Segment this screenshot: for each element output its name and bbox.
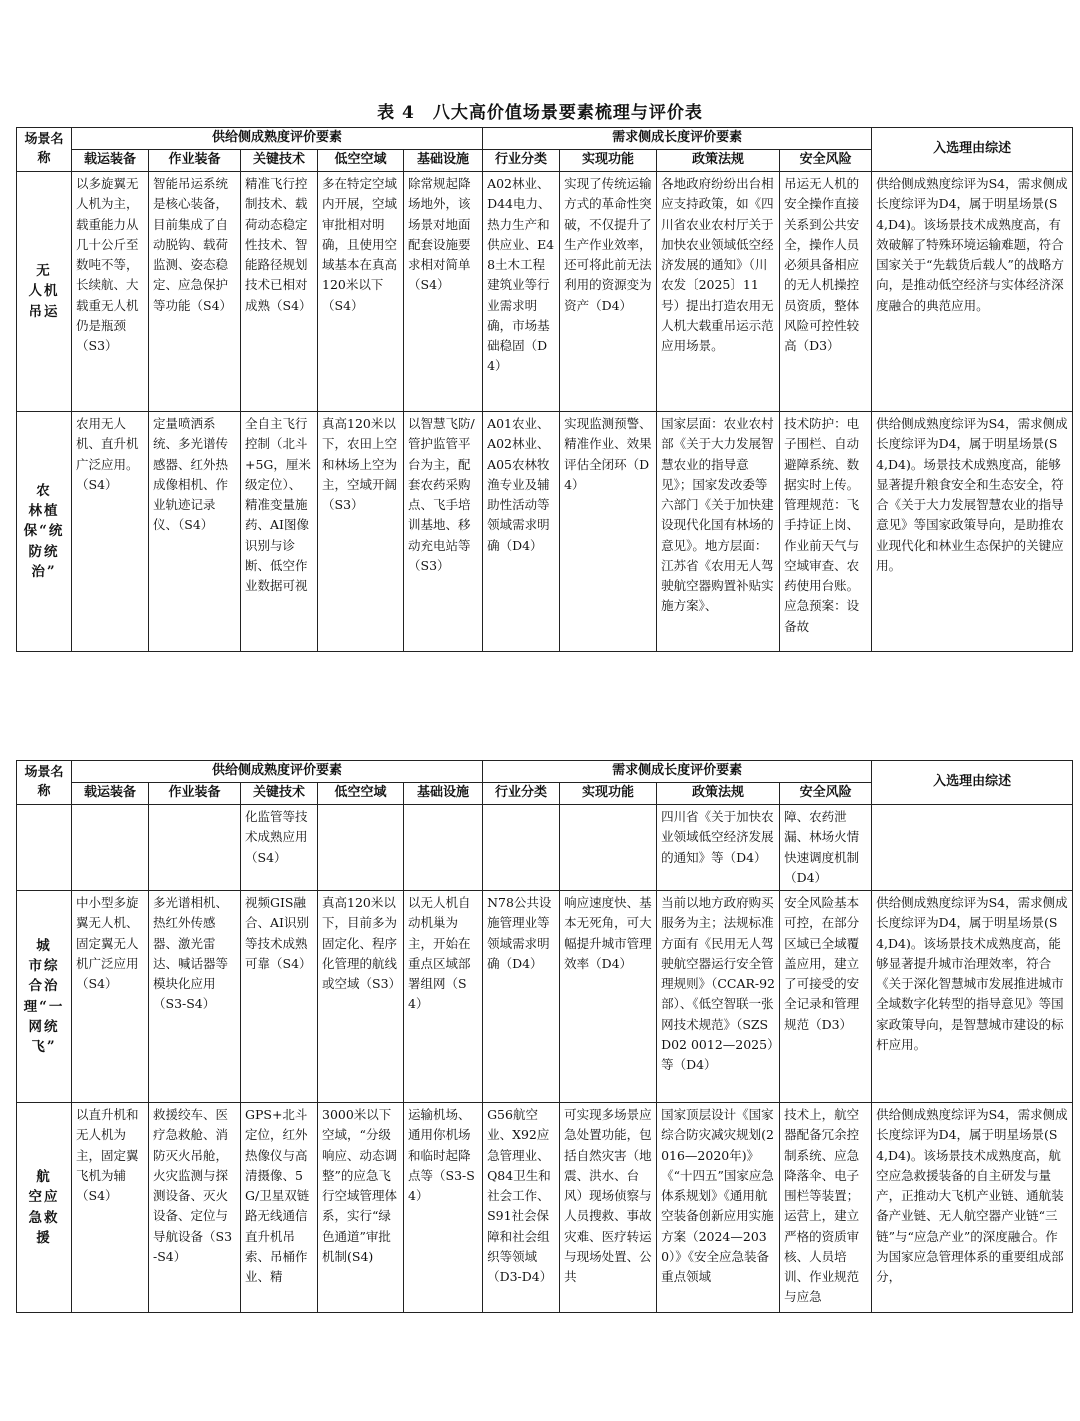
header-col: 作业装备 xyxy=(149,150,241,172)
cell-text: 供给侧成熟度综评为S4，需求侧成长度综评为D4，属于明星场景(S4,D4)。场景技术成熟度高，能够显著提升粮食安全和生态安全，符合《关于大力发展智慧农业的指导意见》等国家政策导向，是助推农业现代化和林业生态保护的关键应用。 xyxy=(876,416,1068,573)
scene-table-part1 xyxy=(16,127,1073,652)
cell-text: 真高120米以下，目前多为固定化、程序化管理的航线或空域（S3） xyxy=(322,895,402,991)
table-cell xyxy=(318,1103,404,1313)
table-cell xyxy=(657,172,780,412)
table-cell xyxy=(780,1103,872,1313)
table-cell xyxy=(404,172,483,412)
cell-text: 运输机场、通用你机场和临时起降点等（S3-S4） xyxy=(408,1107,475,1203)
table-cell xyxy=(560,412,657,652)
cell-text: 供给侧成熟度综评为S4，需求侧成长度综评为D4，属于明星场景(S4,D4)。该场景技术成熟度高，航空应急救援装备的自主研发与量产，正推动大飞机产业链、通航装备产业链、无人航空器产业链“三链”与“应急产业”的深度融合。作为国家应急管理体系的重要组成部分， xyxy=(876,1107,1068,1284)
cell-text: 国家层面：农业农村部《关于大力发展智慧农业的指导意见》；国家发改委等六部门《关于加快建设现代化国有林场的意见》。地方层面：江苏省《农用无人驾驶航空器购置补贴实施方案》、 xyxy=(661,416,774,614)
cell-text: 全自主飞行控制（北斗+5G，厘米级定位）、精准变量施药、AI图像识别与诊断、低空作业数据可视 xyxy=(245,416,311,593)
table-cell xyxy=(483,805,560,891)
header-demand-group: 需求侧成长度评价要素 xyxy=(483,128,872,150)
cell-text: 安全风险基本可控，在部分区域已全域覆盖应用，建立了可接受的安全记录和管理规范（D3） xyxy=(784,895,860,1032)
table-cell xyxy=(657,891,780,1103)
table-cell xyxy=(241,172,318,412)
header-col: 低空空域 xyxy=(318,783,404,805)
table-row xyxy=(17,805,1073,891)
cell-text: 技术防护：电子围栏、自动避障系统、数据实时上传。管理规范：飞手持证上岗、作业前天气与空域审查、农药使用台账。应急预案：设备故 xyxy=(784,416,860,634)
header-col: 行业分类 xyxy=(483,150,560,172)
cell-text: GPS+北斗定位，红外热像仪与高清摄像、5G/卫星双链路无线通信直升机吊索、吊桶作业、精 xyxy=(245,1107,310,1284)
table-cell xyxy=(241,1103,318,1313)
cell-text: A02林业、D44电力、热力生产和供应业、E48土木工程建筑业等行业需求明确，市场基础稳固（D4） xyxy=(487,176,555,374)
table-cell xyxy=(149,1103,241,1313)
header-col: 基础设施 xyxy=(404,783,483,805)
header-col: 基础设施 xyxy=(404,150,483,172)
cell-text: 真高120米以下，农田上空和林场上空为主，空域开阔（S3） xyxy=(322,416,398,512)
cell-text: 智能吊运系统是核心装备，目前集成了自动脱钩、载荷监测、姿态稳定、应急保护等功能（S4） xyxy=(153,176,233,313)
cell-text: N78公共设施管理业等领域需求明确（D4） xyxy=(487,895,552,971)
cell-text: 3000米以下空域，“分级响应、动态调整”的应急飞行空域管理体系，实行“绿色通道”审批机制(S4) xyxy=(322,1107,398,1264)
table-row xyxy=(17,1103,1073,1313)
table-cell xyxy=(560,891,657,1103)
table-cell xyxy=(241,891,318,1103)
table-row xyxy=(17,891,1073,1103)
cell-text: 技术上，航空器配备冗余控制系统、应急降落伞、电子围栏等装置；运营上，建立严格的资质审核、人员培训、作业规范与应急 xyxy=(784,1107,860,1305)
header-scene-name: 场景名称 xyxy=(17,761,72,805)
table-cell xyxy=(241,412,318,652)
table-cell xyxy=(149,891,241,1103)
cell-text: 除常规起降场地外，该场景对地面配套设施要求相对简单（S4） xyxy=(408,176,471,293)
cell-text: 供给侧成熟度综评为S4，需求侧成长度综评为D4，属于明星场景(S4,D4)。该场景技术成熟度高，能够显著提升城市治理效率，符合《关于深化智慧城市发展推进城市全域数字化转型的指导意见》等国家政策导向，是智慧城市建设的标杆应用。 xyxy=(876,895,1068,1052)
scene-name-cell: 农 林植保“统防统治” xyxy=(17,412,72,652)
cell-text: 当前以地方政府购买服务为主；法规标准方面有《民用无人驾驶航空器运行安全管理规则》（CCAR-92部）、《低空智联一张网技术规范》（SZSD02 0012—2025）等（D4） xyxy=(661,895,776,1072)
cell-text: 国家顶层设计《国家综合防灾减灾规划(2016—2020年)》《“十四五”国家应急体系规划》《通用航空装备创新应用实施方案（2024—2030）》《安全应急装备重点领域 xyxy=(661,1107,774,1284)
header-col: 行业分类 xyxy=(483,783,560,805)
header-col: 载运装备 xyxy=(72,150,149,172)
table-cell xyxy=(72,891,149,1103)
table-cell xyxy=(483,1103,560,1313)
cell-text: 实现了传统运输方式的革命性突破，不仅提升了生产作业效率，还可将此前无法利用的资源变为资产（D4） xyxy=(564,176,652,313)
table-cell xyxy=(241,805,318,891)
table-cell xyxy=(657,412,780,652)
cell-text: G56航空业、X92应急管理业、Q84卫生和社会工作、S91社会保障和社会组织等领域（D3-D4） xyxy=(487,1107,553,1284)
table-cell xyxy=(872,805,1073,891)
header-scene-name: 场景名称 xyxy=(17,128,72,172)
table-row xyxy=(17,412,1073,652)
cell-text: 障、农药泄漏、林场火情快速调度机制（D4） xyxy=(784,809,860,885)
table-cell xyxy=(72,412,149,652)
table-cell xyxy=(404,412,483,652)
cell-text: 各地政府纷纷出台相应支持政策，如《四川省农业农村厅关于加快农业领域低空经济发展的通知》（川农发〔2025〕11号）提出打造农用无人机大载重吊运示范应用场景。 xyxy=(661,176,774,353)
cell-text: 多光谱相机、热红外传感器、激光雷达、喊话器等模块化应用（S3-S4） xyxy=(153,895,229,1012)
scene-name-cell: 城 市综合治理“一网统飞” xyxy=(17,891,72,1103)
table-cell xyxy=(149,172,241,412)
scene-name-cell xyxy=(17,805,72,891)
table-cell xyxy=(72,805,149,891)
cell-text: 供给侧成熟度综评为S4，需求侧成长度综评为D4，属于明星场景(S4,D4)。该场景技术成熟度高，有效破解了特殊环境运输难题，符合国家关于“先载货后载人”的战略方向，是推动低空经济与实体经济深度融合的典范应用。 xyxy=(876,176,1068,313)
table-cell xyxy=(872,172,1073,412)
cell-text: 定量喷洒系统、多光谱传感器、红外热成像相机、作业轨迹记录仪、（S4） xyxy=(153,416,229,533)
scene-table-part2 xyxy=(16,760,1073,1313)
cell-text: 视频GIS融合、AI识别等技术成熟可靠（S4） xyxy=(245,895,312,971)
header-col: 安全风险 xyxy=(780,150,872,172)
table-cell xyxy=(560,805,657,891)
cell-text: 以无人机自动机巢为主，开始在重点区域部署组网（S4） xyxy=(408,895,471,1012)
header-reason: 入选理由综述 xyxy=(872,128,1073,172)
table-cell xyxy=(780,172,872,412)
header-col: 关键技术 xyxy=(241,783,318,805)
table-cell xyxy=(657,805,780,891)
header-supply-group: 供给侧成熟度评价要素 xyxy=(72,761,483,783)
cell-text: 实现监测预警、精准作业、效果评估全闭环（D4） xyxy=(564,416,652,492)
scene-name-cell: 航 空应 急救 援 xyxy=(17,1103,72,1313)
header-col: 实现功能 xyxy=(560,783,657,805)
table-cell xyxy=(872,891,1073,1103)
table-cell xyxy=(780,891,872,1103)
table-cell xyxy=(483,891,560,1103)
cell-text: 化监管等技术成熟应用（S4） xyxy=(245,809,308,865)
cell-text: 以直升机和无人机为主，固定翼飞机为辅（S4） xyxy=(76,1107,139,1203)
table-cell xyxy=(149,805,241,891)
cell-text: 中小型多旋翼无人机、固定翼无人机广泛应用（S4） xyxy=(76,895,139,991)
table-cell xyxy=(483,172,560,412)
header-demand-group: 需求侧成长度评价要素 xyxy=(483,761,872,783)
cell-text: 可实现多场景应急处置功能，包括自然灾害（地震、洪水、台风）现场侦察与人员搜救、事故灾难、医疗转运与现场处置、公共 xyxy=(564,1107,652,1284)
header-col: 政策法规 xyxy=(657,783,780,805)
table-cell xyxy=(318,891,404,1103)
cell-text: 以多旋翼无人机为主，载重能力从几十公斤至数吨不等，长续航、大载重无人机仍是瓶颈（S3） xyxy=(76,176,139,353)
table-row xyxy=(17,172,1073,412)
header-col: 载运装备 xyxy=(72,783,149,805)
table-cell xyxy=(318,412,404,652)
table-cell xyxy=(149,412,241,652)
header-col: 关键技术 xyxy=(241,150,318,172)
table-cell xyxy=(404,805,483,891)
cell-text: 吊运无人机的安全操作直接关系到公共安全，操作人员必须具备相应的无人机操控员资质，整体风险可控性较高（D3） xyxy=(784,176,860,353)
table-cell xyxy=(318,805,404,891)
table-cell xyxy=(404,1103,483,1313)
cell-text: A01农业、A02林业、A05农林牧渔专业及辅助性活动等领域需求明确（D4） xyxy=(487,416,550,553)
table-cell xyxy=(872,1103,1073,1313)
header-col: 低空空域 xyxy=(318,150,404,172)
cell-text: 响应速度快、基本无死角，可大幅提升城市管理效率（D4） xyxy=(564,895,652,971)
header-col: 政策法规 xyxy=(657,150,780,172)
header-col: 作业装备 xyxy=(149,783,241,805)
cell-text: 四川省《关于加快农业领域低空经济发展的通知》等（D4） xyxy=(661,809,774,865)
table-cell xyxy=(404,891,483,1103)
header-reason: 入选理由综述 xyxy=(872,761,1073,805)
cell-text: 农用无人机、直升机广泛应用。（S4） xyxy=(76,416,139,492)
cell-text: 救援绞车、医疗急救舱、消防灭火吊舱，火灾监测与探测设备、灭火设备、定位与导航设备（S3-S4） xyxy=(153,1107,233,1264)
header-supply-group: 供给侧成熟度评价要素 xyxy=(72,128,483,150)
table-cell xyxy=(72,172,149,412)
table-cell xyxy=(657,1103,780,1313)
table-cell xyxy=(780,805,872,891)
header-col: 安全风险 xyxy=(780,783,872,805)
header-col: 实现功能 xyxy=(560,150,657,172)
cell-text: 多在特定空域内开展，空域审批相对明确，且使用空域基本在真高120米以下（S4） xyxy=(322,176,398,313)
table-cell xyxy=(72,1103,149,1313)
table-cell xyxy=(780,412,872,652)
table-title: 表 4 八大高价值场景要素梳理与评价表 xyxy=(377,103,703,123)
cell-text: 以智慧飞防/管护监管平台为主，配套农药采购点、飞手培训基地、移动充电站等（S3） xyxy=(408,416,475,573)
cell-text: 精准飞行控制技术、载荷动态稳定性技术、智能路径规划技术已相对成熟（S4） xyxy=(245,176,312,313)
table-cell xyxy=(872,412,1073,652)
table-cell xyxy=(483,412,560,652)
table-cell xyxy=(560,1103,657,1313)
scene-name-cell: 无 人机 吊运 xyxy=(17,172,72,412)
table-cell xyxy=(560,172,657,412)
table-cell xyxy=(318,172,404,412)
